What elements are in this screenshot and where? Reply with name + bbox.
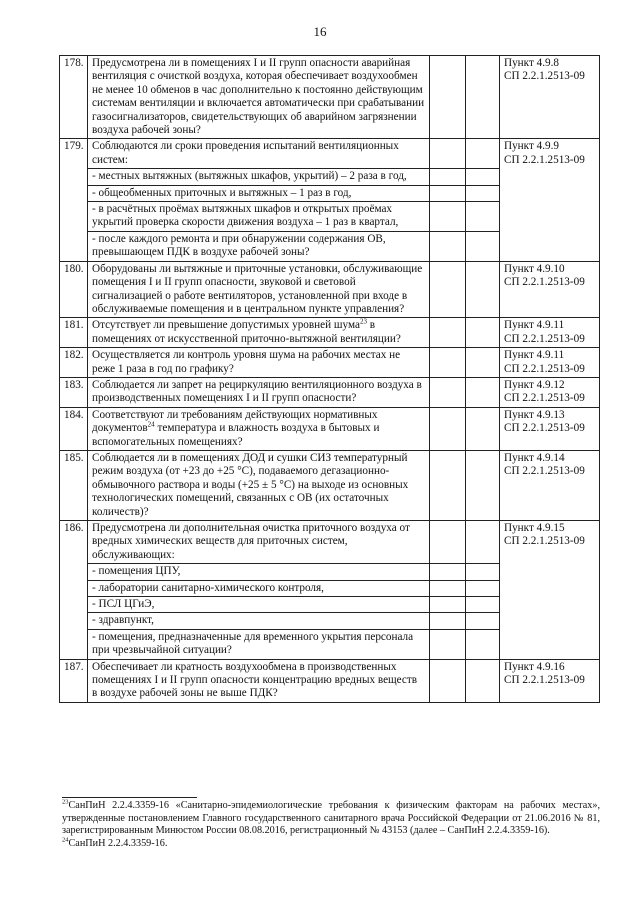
row-number: 182. <box>60 348 88 378</box>
sub-item-text: - общеобменных приточных и вытяжных – 1 раз в год, <box>88 185 430 201</box>
answer-no-cell[interactable] <box>466 580 500 596</box>
row-number: 187. <box>60 659 88 702</box>
sub-item-text: - помещения, предназначенные для временного укрытия персонала при чрезвычайной ситуации? <box>88 629 430 659</box>
answer-no-cell[interactable] <box>466 407 500 450</box>
answer-no-cell[interactable] <box>466 521 500 564</box>
reference-cell: Пункт 4.9.15 СП 2.2.1.2513-09 <box>500 521 600 660</box>
answer-yes-cell[interactable] <box>430 231 466 261</box>
answer-yes-cell[interactable] <box>430 597 466 613</box>
row-number: 179. <box>60 139 88 261</box>
row-number: 181. <box>60 318 88 348</box>
footnote-ref[interactable]: 24 <box>147 420 155 429</box>
table-row <box>60 659 600 702</box>
row-number: 180. <box>60 261 88 318</box>
answer-yes-cell[interactable] <box>430 202 466 232</box>
reference-cell: Пункт 4.9.14 СП 2.2.1.2513-09 <box>500 450 600 520</box>
answer-yes-cell[interactable] <box>430 318 466 348</box>
table-row <box>60 318 600 348</box>
row-number: 178. <box>60 56 88 139</box>
row-number: 183. <box>60 377 88 407</box>
reference-cell: Пункт 4.9.10 СП 2.2.1.2513-09 <box>500 261 600 318</box>
footnote-text: СанПиН 2.2.4.3359-16 «Санитарно-эпидемиологические требования к физическим факторам на рабочих местах», утвержденные постановлением Главного государственного санитарного врача Российской Федерации от 21.06.2016 № 81, зарегистрированным Минюстом России 08.08.2016, регистрационный № 43153 (далее – СанПиН 2.2.4.3359-16). <box>62 800 600 837</box>
answer-no-cell[interactable] <box>466 348 500 378</box>
footnote-mark: 23 <box>62 798 69 806</box>
answer-no-cell[interactable] <box>466 261 500 318</box>
table-row <box>60 56 600 139</box>
answer-yes-cell[interactable] <box>430 261 466 318</box>
sub-item-text: - помещения ЦПУ, <box>88 564 430 580</box>
answer-yes-cell[interactable] <box>430 139 466 169</box>
page-number: 16 <box>313 24 327 39</box>
answer-no-cell[interactable] <box>466 56 500 139</box>
footnotes <box>62 800 600 850</box>
answer-no-cell[interactable] <box>466 318 500 348</box>
answer-yes-cell[interactable] <box>430 521 466 564</box>
answer-no-cell[interactable] <box>466 202 500 232</box>
answer-no-cell[interactable] <box>466 169 500 185</box>
answer-yes-cell[interactable] <box>430 564 466 580</box>
question-text: Предусмотрена ли дополнительная очистка приточного воздуха от вредных химических веществ для приточных систем, обслуживающих: <box>88 521 430 564</box>
reference-cell: Пункт 4.9.9 СП 2.2.1.2513-09 <box>500 139 600 261</box>
sub-item-text: - в расчётных проёмах вытяжных шкафов и открытых проёмах укрытий проверка скорости движения воздуха – 1 раз в квартал, <box>88 202 430 232</box>
question-text: Отсутствует ли превышение допустимых уровней шума$^{23}$ в помещениях от искусственной приточно-вытяжной вентиляции? <box>88 318 430 348</box>
answer-no-cell[interactable] <box>466 139 500 169</box>
answer-no-cell[interactable] <box>466 185 500 201</box>
answer-no-cell[interactable] <box>466 629 500 659</box>
reference-cell: Пункт 4.9.8 СП 2.2.1.2513-09 <box>500 56 600 139</box>
reference-cell: Пункт 4.9.13 СП 2.2.1.2513-09 <box>500 407 600 450</box>
answer-yes-cell[interactable] <box>430 377 466 407</box>
table-row <box>60 261 600 318</box>
answer-no-cell[interactable] <box>466 377 500 407</box>
reference-cell: Пункт 4.9.16 СП 2.2.1.2513-09 <box>500 659 600 702</box>
footnote-divider <box>62 797 197 798</box>
answer-no-cell[interactable] <box>466 564 500 580</box>
footnote-ref[interactable]: 23 <box>359 317 367 326</box>
answer-no-cell[interactable] <box>466 659 500 702</box>
answer-yes-cell[interactable] <box>430 629 466 659</box>
footnote <box>62 838 600 851</box>
checklist-table <box>59 55 600 703</box>
question-text: Соблюдается ли запрет на рециркуляцию вентиляционного воздуха в производственных помещениях I и II групп опасности? <box>88 377 430 407</box>
answer-yes-cell[interactable] <box>430 348 466 378</box>
sub-item-text: - здравпункт, <box>88 613 430 629</box>
question-text: Соответствуют ли требованиям действующих нормативных документов$^{24}$ температура и влажность воздуха в бытовых и вспомогательных помещениях? <box>88 407 430 450</box>
row-number: 186. <box>60 521 88 660</box>
answer-yes-cell[interactable] <box>430 169 466 185</box>
answer-yes-cell[interactable] <box>430 56 466 139</box>
table-row <box>60 450 600 520</box>
sub-item-text: - после каждого ремонта и при обнаружении содержания ОВ, превышающем ПДК в воздухе рабочей зоны? <box>88 231 430 261</box>
answer-yes-cell[interactable] <box>430 407 466 450</box>
reference-cell: Пункт 4.9.11 СП 2.2.1.2513-09 <box>500 318 600 348</box>
answer-no-cell[interactable] <box>466 613 500 629</box>
answer-yes-cell[interactable] <box>430 450 466 520</box>
question-text: Осуществляется ли контроль уровня шума на рабочих местах не реже 1 раза в год по графику? <box>88 348 430 378</box>
table-row <box>60 377 600 407</box>
question-text: Предусмотрена ли в помещениях I и II групп опасности аварийная вентиляция с очисткой воздуха, которая обеспечивает воздухообмен не менее 10 обменов в час дополнительно к постоянно действующим системам вентиляции и включается автоматически при срабатывании газосигнализаторов, свидетельствующих об аварийном загрязнении воздуха рабочей зоны? <box>88 56 430 139</box>
reference-cell: Пункт 4.9.12 СП 2.2.1.2513-09 <box>500 377 600 407</box>
reference-cell: Пункт 4.9.11 СП 2.2.1.2513-09 <box>500 348 600 378</box>
row-number: 184. <box>60 407 88 450</box>
sub-item-text: - ПСЛ ЦГиЭ, <box>88 597 430 613</box>
sub-item-text: - местных вытяжных (вытяжных шкафов, укрытий) – 2 раза в год, <box>88 169 430 185</box>
question-text: Обеспечивает ли кратность воздухообмена в производственных помещениях I и II групп опасности концентрацию вредных веществ в воздухе рабочей зоны не выше ПДК? <box>88 659 430 702</box>
table-row <box>60 521 600 564</box>
sub-item-text: - лаборатории санитарно-химического контроля, <box>88 580 430 596</box>
table-row <box>60 407 600 450</box>
answer-no-cell[interactable] <box>466 597 500 613</box>
answer-yes-cell[interactable] <box>430 580 466 596</box>
answer-yes-cell[interactable] <box>430 613 466 629</box>
table-row <box>60 348 600 378</box>
footnote <box>62 800 600 838</box>
question-text: Оборудованы ли вытяжные и приточные установки, обслуживающие помещения I и II групп опасности, звуковой и световой сигнализацией о работе вентиляторов, установленной при входе в обслуживаемые помещения и в центральном пункте управления? <box>88 261 430 318</box>
answer-yes-cell[interactable] <box>430 185 466 201</box>
question-text: Соблюдаются ли сроки проведения испытаний вентиляционных систем: <box>88 139 430 169</box>
footnote-mark: 24 <box>62 836 69 844</box>
question-text: Соблюдается ли в помещениях ДОД и сушки СИЗ температурный режим воздуха (от +23 до +25 °С), подаваемого дегазационно-обмывочного раствора и воды (+25 ± 5 °С) на выходе из основных технологических помещений, связанных с ОВ (их остаточных количеств)? <box>88 450 430 520</box>
footnote-text: СанПиН 2.2.4.3359-16. <box>68 837 168 849</box>
answer-no-cell[interactable] <box>466 231 500 261</box>
table-row <box>60 139 600 169</box>
answer-yes-cell[interactable] <box>430 659 466 702</box>
answer-no-cell[interactable] <box>466 450 500 520</box>
row-number: 185. <box>60 450 88 520</box>
